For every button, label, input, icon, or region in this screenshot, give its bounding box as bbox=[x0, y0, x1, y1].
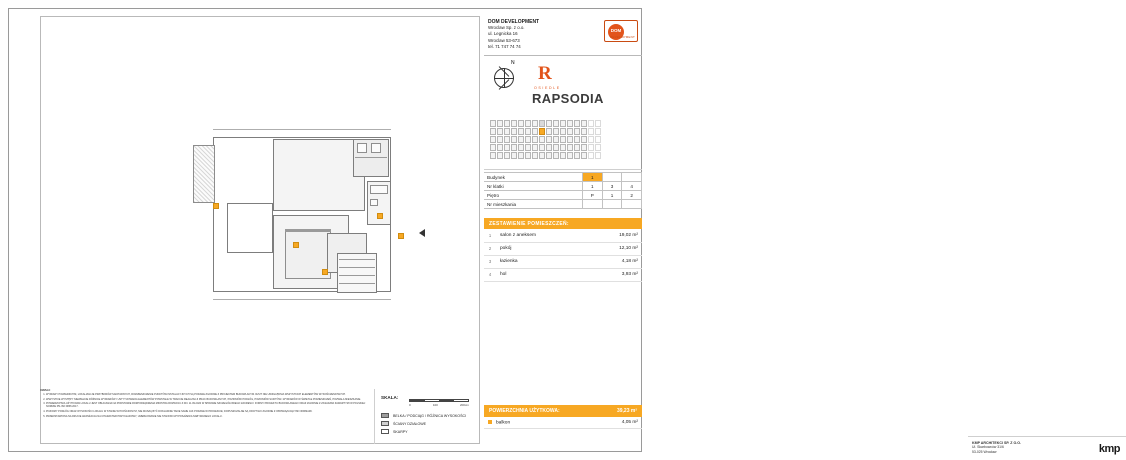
notes-title: UWAGI: bbox=[40, 388, 51, 392]
company-line4: tel. 71 747 74 74 bbox=[488, 43, 521, 49]
architect-addr2: 53-025 Wrocław bbox=[972, 449, 997, 454]
room-marker-4 bbox=[322, 269, 328, 275]
legend-item bbox=[381, 421, 466, 426]
note-item: 3. POWIERZCHNIA UŻYTKOWA LOKALU JEST OBLICZANA NA PODSTAWIE ROZPORZĄDZENIA MINISTRA ROZWOJU Z DN. 11.09.2020 W SPRAWIE SZCZEGÓŁOWEGO ZAKRESU I FORMY PROJEKTU BUDOWLANEGO ORAZ ZGODNIE Z ZASADAMI ZAWARTYMI W POLSKIEJ NORMIE PN-ISO 9836:2017. bbox=[46, 402, 370, 408]
table-row bbox=[484, 229, 642, 242]
usable-area-header bbox=[484, 405, 642, 417]
balcony bbox=[193, 145, 215, 203]
floor-plan-frame bbox=[40, 16, 480, 444]
note-item: 1. WYMIARY POWIERZCHNI, LOKALIZACJE PRZYBORÓW SANITARNYCH, ROZMIESZCZENIE PUNKTÓW INSTALACYJNYCH SĄ PODANE ZGODNIE Z PROJEKTEM BUDOWLANYM. RZUT NIE UWZGLĘDNIA WSZYSTKICH ELEMENTÓW WYKOŃCZENIOWYCH. bbox=[46, 393, 370, 396]
table-row bbox=[484, 173, 642, 182]
compass-north-label: N bbox=[511, 60, 515, 66]
dimension-line-bottom bbox=[213, 299, 391, 300]
company-name: DOM DEVELOPMENT bbox=[488, 19, 540, 25]
note-item: 4. POZIOMY PODŁÓG ORAZ WYSOKOŚCI LOKALU W STANIE WYKOŃCZONYM, NIE MUSZĄ BYĆ DOKŁADNIE TAKIE SAME JAK PODANE W PROJEKCIE; DOPUSZCZALNE SĄ ODCHYŁKI ZGODNE Z OBOWIĄZUJĄCYMI NORMAMI. bbox=[46, 410, 370, 413]
row-value: 4 bbox=[622, 182, 642, 191]
usable-area-label: POWIERZCHNIA UŻYTKOWA: bbox=[489, 408, 560, 414]
architect-block bbox=[968, 436, 1126, 460]
estate-monogram-icon: R bbox=[538, 63, 552, 84]
row-value: 3 bbox=[602, 182, 622, 191]
row-label: Nr klatki bbox=[484, 182, 582, 191]
scale-legend-block bbox=[374, 389, 480, 444]
room-marker-2 bbox=[293, 242, 299, 248]
note-item: 5. PRZEDSTAWIONA NA RZUCIE ARANŻACJA NA CHARAKTER PRZYKŁADOWY, UMEBLOWANIE NIE STANOWI WYPOSAŻENIA NABYWANEGO LOKALU. bbox=[46, 415, 370, 418]
company-line1: Wroclaw Sp. z o.o. bbox=[488, 25, 525, 31]
dimension-line-top bbox=[213, 129, 391, 130]
room-index: 4 bbox=[484, 268, 496, 281]
room-marker-1 bbox=[213, 203, 219, 209]
view-direction-arrow bbox=[419, 229, 425, 237]
architect-name: KMP ARCHITEKCI SP. Z O.O. bbox=[972, 441, 1022, 445]
room-name: łazienka bbox=[496, 255, 598, 268]
legend-label: ŚCIANY DZIAŁOWE bbox=[393, 421, 427, 426]
entry-vestibule bbox=[227, 203, 273, 253]
row-label: Piętro bbox=[484, 191, 582, 200]
stair-step bbox=[339, 283, 375, 284]
row-value bbox=[622, 173, 642, 182]
estate-name: RAPSODIA bbox=[532, 91, 604, 106]
row-value: 2 bbox=[622, 191, 642, 200]
row-value: 1 bbox=[582, 173, 602, 182]
room-name: salon z aneksem bbox=[496, 229, 598, 242]
legend-swatch-slope-icon bbox=[381, 429, 389, 434]
room-area: 3,93 m² bbox=[598, 268, 642, 281]
row-value bbox=[602, 200, 622, 209]
table-row bbox=[484, 242, 642, 255]
company-line2: ul. Legnicka 16 bbox=[488, 31, 518, 37]
legend-swatch-beam-icon bbox=[381, 413, 389, 418]
balcony-marker-icon bbox=[488, 420, 492, 424]
row-value: 1 bbox=[582, 182, 602, 191]
usable-area-value: 39,23 m² bbox=[616, 408, 637, 414]
dom-logo-text: DOM bbox=[610, 28, 622, 33]
row-value bbox=[622, 200, 642, 209]
legend-swatch-partition-icon bbox=[381, 421, 389, 426]
estate-kicker: OSIEDLE bbox=[534, 86, 561, 90]
room-area: 12,10 m² bbox=[598, 242, 642, 255]
balcony-label: balkon bbox=[496, 420, 511, 426]
room-index: 1 bbox=[484, 229, 496, 242]
bathtub-icon bbox=[370, 185, 388, 194]
row-label: Budynek bbox=[484, 173, 582, 182]
estate-logo bbox=[524, 64, 640, 112]
sink-icon bbox=[371, 143, 381, 153]
room-salon bbox=[273, 139, 365, 211]
bed-headboard bbox=[285, 229, 331, 232]
room-name: pokój bbox=[496, 242, 598, 255]
balcony-row bbox=[484, 417, 642, 429]
note-item: 2. WSZYSTKIE WYSTĘPY NIEWIELKIE RÓŻNICE WYMIARÓW I USTYTUOWANIA ELEMENTÓW POWSTAŁE W TRAKCIE REALIZACJI PRAC BUDOWLANYCH, POZIOMÓW PODŁÓG, POZIOMÓW SUFITÓW I WYMIARÓW W ŚWIETLE POMIESZCZEŃ, POZWALA MIESZKANIE. bbox=[46, 398, 370, 401]
dom-logo-subtext: DEVELOPMENT bbox=[610, 35, 635, 39]
company-block bbox=[484, 16, 642, 56]
scale-label: SKALA: bbox=[381, 395, 399, 400]
kmp-logo-icon: kmp bbox=[1098, 443, 1120, 455]
row-value: P bbox=[582, 191, 602, 200]
table-row bbox=[484, 191, 642, 200]
building-info-table bbox=[484, 172, 642, 209]
rooms-section-title: ZESTAWIENIE POMIESZCZEŃ: bbox=[484, 218, 642, 229]
compass-icon bbox=[486, 60, 526, 96]
notes-block bbox=[40, 389, 370, 444]
room-area: 19,02 m² bbox=[598, 229, 642, 242]
scale-bar bbox=[409, 399, 469, 407]
table-row bbox=[484, 200, 642, 209]
scale-tick: 0 bbox=[409, 403, 411, 407]
room-index: 3 bbox=[484, 255, 496, 268]
table-row bbox=[484, 182, 642, 191]
legend-label: BELKA / PODCIĄG / RÓŻNICA WYSOKOŚCI bbox=[393, 413, 467, 418]
rooms-table bbox=[484, 229, 642, 282]
row-value bbox=[602, 173, 622, 182]
room-name: hol bbox=[496, 268, 598, 281]
legend-item bbox=[381, 429, 466, 434]
key-plan-grid bbox=[490, 120, 602, 160]
row-value: 1 bbox=[602, 191, 622, 200]
counter-line bbox=[355, 157, 387, 158]
legend bbox=[381, 413, 466, 437]
key-plan bbox=[484, 116, 642, 170]
table-row bbox=[484, 268, 642, 281]
architect-addr1: Ul. Skarbowców 31/6 bbox=[972, 445, 1004, 450]
balcony-value: 4,05 m² bbox=[621, 420, 638, 425]
floor-plan-drawing bbox=[41, 17, 481, 445]
room-area: 4,18 m² bbox=[598, 255, 642, 268]
scale-tick: 100 bbox=[432, 403, 438, 407]
legend-item bbox=[381, 413, 466, 418]
table-row bbox=[484, 255, 642, 268]
toilet-icon bbox=[370, 199, 378, 206]
stair-step bbox=[339, 267, 375, 268]
room-marker-5 bbox=[398, 233, 404, 239]
scale-tick: 200cm bbox=[459, 403, 469, 407]
dom-logo-icon bbox=[604, 20, 638, 42]
stair-step bbox=[339, 275, 375, 276]
row-label: Nr mieszkania bbox=[484, 200, 582, 209]
room-marker-3 bbox=[377, 213, 383, 219]
room-index: 2 bbox=[484, 242, 496, 255]
company-line3: Wroclaw 53-673 bbox=[488, 37, 520, 43]
row-value bbox=[582, 200, 602, 209]
title-block-column bbox=[484, 16, 1120, 455]
legend-label: SKARPY bbox=[393, 429, 408, 434]
stove-icon bbox=[357, 143, 367, 153]
stair-step bbox=[339, 259, 375, 260]
